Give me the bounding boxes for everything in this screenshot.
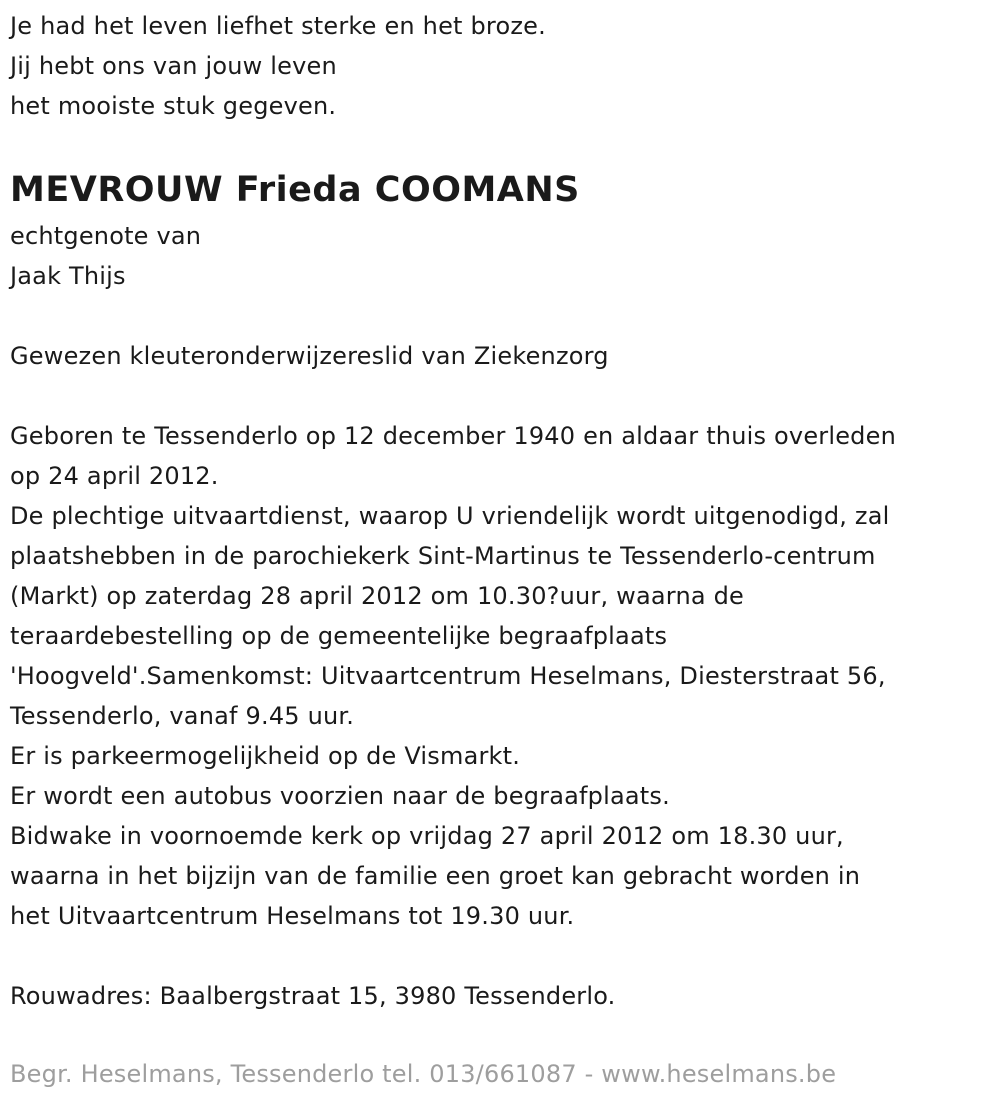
details-line: Er is parkeermogelijkheid op de Vismarkt. — [10, 742, 521, 770]
poem — [10, 6, 990, 126]
death-notice — [10, 6, 990, 1016]
details-line: Bidwake in voornoemde kerk op vrijdag 27 april 2012 om 18.30 uur, — [10, 822, 844, 850]
poem-line: Je had het leven liefhet sterke en het broze. — [10, 12, 546, 40]
spacer — [10, 936, 990, 976]
details-line: Er wordt een autobus voorzien naar de begraafplaats. — [10, 782, 670, 810]
details-line: teraardebestelling op de gemeentelijke begraafplaats — [10, 622, 668, 650]
details-line: plaatshebben in de parochiekerk Sint-Martinus te Tessenderlo-centrum — [10, 542, 876, 570]
mourning-address: Rouwadres: Baalbergstraat 15, 3980 Tessenderlo. — [10, 982, 616, 1010]
poem-line: het mooiste stuk gegeven. — [10, 92, 337, 120]
spacer — [10, 376, 990, 416]
occupation: Gewezen kleuteronderwijzereslid van Ziekenzorg — [10, 342, 609, 370]
details-line: op 24 april 2012. — [10, 462, 219, 490]
poem-line: Jij hebt ons van jouw leven — [10, 52, 337, 80]
details-line: Tessenderlo, vanaf 9.45 uur. — [10, 702, 355, 730]
funeral-details — [10, 416, 990, 936]
details-line: (Markt) op zaterdag 28 april 2012 om 10.30?uur, waarna de — [10, 582, 744, 610]
funeral-home-footer: Begr. Heselmans, Tessenderlo tel. 013/661087 - www.heselmans.be — [10, 1060, 837, 1088]
details-line: 'Hoogveld'.Samenkomst: Uitvaartcentrum Heselmans, Diesterstraat 56, — [10, 662, 886, 690]
spouse-name: Jaak Thijs — [10, 262, 126, 290]
details-line: Geboren te Tessenderlo op 12 december 1940 en aldaar thuis overleden — [10, 422, 896, 450]
relation-line: echtgenote van — [10, 222, 202, 250]
deceased-name: MEVROUW Frieda COOMANS — [10, 170, 580, 210]
details-line: waarna in het bijzijn van de familie een groet kan gebracht worden in — [10, 862, 861, 890]
details-line: het Uitvaartcentrum Heselmans tot 19.30 uur. — [10, 902, 575, 930]
details-line: De plechtige uitvaartdienst, waarop U vriendelijk wordt uitgenodigd, zal — [10, 502, 890, 530]
spacer — [10, 296, 990, 336]
